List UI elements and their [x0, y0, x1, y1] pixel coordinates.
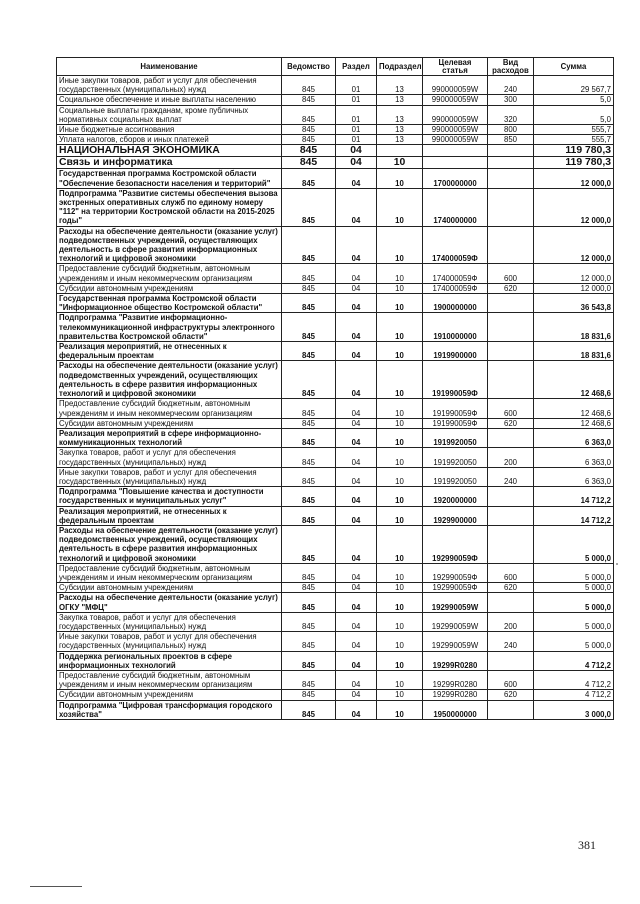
cell-subsection: 10	[377, 264, 423, 283]
cell-department: 845	[282, 105, 336, 124]
cell-name: Предоставление субсидий бюджетным, автономным учреждениям и иным некоммерческим организациям	[57, 399, 282, 418]
cell-amount: 12 000,0	[534, 283, 614, 293]
cell-department: 845	[282, 342, 336, 361]
cell-section: 04	[336, 593, 377, 612]
cell-expense-type: 320	[488, 105, 534, 124]
cell-department: 845	[282, 651, 336, 670]
cell-target-item: 1919920050	[423, 467, 488, 486]
cell-amount: 29 567,7	[534, 76, 614, 95]
cell-name: Социальные выплаты гражданам, кроме публичных нормативных социальных выплат	[57, 105, 282, 124]
cell-section: 04	[336, 169, 377, 188]
cell-section: 04	[336, 506, 377, 525]
cell-section: 04	[336, 612, 377, 631]
cell-amount: 3 000,0	[534, 700, 614, 719]
cell-expense-type: 240	[488, 467, 534, 486]
cell-section: 01	[336, 105, 377, 124]
table-row	[57, 487, 614, 506]
cell-name: Уплата налогов, сборов и иных платежей	[57, 135, 282, 145]
cell-subsection: 10	[377, 612, 423, 631]
header-name: Наименование	[57, 58, 282, 76]
cell-section: 04	[336, 467, 377, 486]
cell-section: 04	[336, 583, 377, 593]
cell-name: Иные закупки товаров, работ и услуг для обеспечения государственных (муниципальных) нужд	[57, 467, 282, 486]
cell-subsection: 13	[377, 135, 423, 145]
cell-name: Подпрограмма "Повышение качества и доступности государственных и муниципальных услуг"	[57, 487, 282, 506]
cell-name: Закупка товаров, работ и услуг для обеспечения государственных (муниципальных) нужд	[57, 448, 282, 467]
cell-section: 01	[336, 76, 377, 95]
header-target-item: Целевая статья	[423, 58, 488, 76]
cell-name: Расходы на обеспечение деятельности (оказание услуг) подведомственных учреждений, осуществляющих деятельность в сфере развития информационных технологий и цифровой экономики	[57, 525, 282, 563]
cell-subsection: 10	[377, 188, 423, 226]
cell-expense-type	[488, 294, 534, 313]
table-row	[57, 135, 614, 145]
table-header	[57, 58, 614, 76]
cell-target-item: 1740000000	[423, 188, 488, 226]
cell-target-item: 19299R0280	[423, 651, 488, 670]
cell-amount: 555,7	[534, 135, 614, 145]
cell-amount: 555,7	[534, 125, 614, 135]
cell-amount: 12 000,0	[534, 169, 614, 188]
cell-subsection: 10	[377, 563, 423, 582]
cell-name: Предоставление субсидий бюджетным, автономным учреждениям и иным некоммерческим организациям	[57, 264, 282, 283]
cell-target-item	[423, 145, 488, 157]
table-row	[57, 399, 614, 418]
cell-amount: 4 712,2	[534, 651, 614, 670]
cell-subsection: 13	[377, 76, 423, 95]
header-subsection: Подраздел	[377, 58, 423, 76]
cell-amount: 6 363,0	[534, 428, 614, 447]
cell-department: 845	[282, 135, 336, 145]
cell-expense-type	[488, 700, 534, 719]
cell-department: 845	[282, 157, 336, 169]
cell-amount: 5 000,0	[534, 563, 614, 582]
cell-expense-type: 240	[488, 76, 534, 95]
cell-expense-type: 600	[488, 399, 534, 418]
header-section: Раздел	[336, 58, 377, 76]
cell-amount: 14 712,2	[534, 506, 614, 525]
cell-amount: 6 363,0	[534, 448, 614, 467]
footnote-separator	[30, 886, 82, 887]
cell-department: 845	[282, 525, 336, 563]
cell-amount: 12 468,6	[534, 418, 614, 428]
cell-name: Иные бюджетные ассигнования	[57, 125, 282, 135]
cell-target-item: 1900000000	[423, 294, 488, 313]
cell-target-item: 192990059W	[423, 632, 488, 651]
cell-department: 845	[282, 612, 336, 631]
table-row	[57, 428, 614, 447]
cell-expense-type	[488, 145, 534, 157]
cell-subsection: 10	[377, 169, 423, 188]
cell-subsection: 10	[377, 506, 423, 525]
cell-section: 04	[336, 313, 377, 342]
cell-target-item: 174000059Ф	[423, 226, 488, 264]
table-row	[57, 632, 614, 651]
cell-department: 845	[282, 169, 336, 188]
cell-amount: 18 831,6	[534, 342, 614, 361]
cell-subsection: 10	[377, 670, 423, 689]
cell-subsection: 10	[377, 226, 423, 264]
cell-subsection: 10	[377, 283, 423, 293]
table-row	[57, 506, 614, 525]
cell-department: 845	[282, 399, 336, 418]
cell-subsection: 10	[377, 399, 423, 418]
cell-expense-type: 600	[488, 264, 534, 283]
table-row	[57, 467, 614, 486]
cell-subsection	[377, 145, 423, 157]
cell-expense-type: 600	[488, 563, 534, 582]
cell-target-item: 1920000000	[423, 487, 488, 506]
cell-name: Иные закупки товаров, работ и услуг для обеспечения государственных (муниципальных) нужд	[57, 76, 282, 95]
cell-target-item: 192990059Ф	[423, 525, 488, 563]
cell-expense-type	[488, 651, 534, 670]
cell-expense-type	[488, 593, 534, 612]
table-row	[57, 313, 614, 342]
cell-section: 04	[336, 700, 377, 719]
cell-subsection: 10	[377, 313, 423, 342]
cell-department: 845	[282, 361, 336, 399]
cell-target-item: 1910000000	[423, 313, 488, 342]
cell-target-item: 174000059Ф	[423, 264, 488, 283]
table-row	[57, 612, 614, 631]
cell-expense-type	[488, 313, 534, 342]
cell-amount: 6 363,0	[534, 467, 614, 486]
table-row	[57, 690, 614, 700]
cell-section: 01	[336, 95, 377, 105]
cell-name: Субсидии автономным учреждениям	[57, 690, 282, 700]
cell-expense-type: 620	[488, 418, 534, 428]
cell-subsection: 10	[377, 157, 423, 169]
cell-amount: 5 000,0	[534, 583, 614, 593]
table-row	[57, 264, 614, 283]
cell-department: 845	[282, 467, 336, 486]
cell-expense-type: 240	[488, 632, 534, 651]
cell-target-item: 191990059Ф	[423, 361, 488, 399]
cell-department: 845	[282, 283, 336, 293]
cell-subsection: 13	[377, 105, 423, 124]
table-row	[57, 342, 614, 361]
table-row	[57, 670, 614, 689]
cell-amount: 4 712,2	[534, 690, 614, 700]
cell-amount: 5 000,0	[534, 612, 614, 631]
cell-subsection: 10	[377, 487, 423, 506]
cell-amount: 4 712,2	[534, 670, 614, 689]
cell-section: 04	[336, 157, 377, 169]
cell-amount: 119 780,3	[534, 157, 614, 169]
cell-name: Закупка товаров, работ и услуг для обеспечения государственных (муниципальных) нужд	[57, 612, 282, 631]
cell-department: 845	[282, 188, 336, 226]
cell-section: 04	[336, 188, 377, 226]
table-row	[57, 700, 614, 719]
cell-target-item: 19299R0280	[423, 670, 488, 689]
table-row	[57, 651, 614, 670]
cell-target-item: 192990059W	[423, 593, 488, 612]
cell-subsection: 10	[377, 525, 423, 563]
table-row	[57, 125, 614, 135]
cell-subsection: 10	[377, 448, 423, 467]
cell-target-item: 990000059W	[423, 76, 488, 95]
cell-target-item: 1919920050	[423, 428, 488, 447]
cell-department: 845	[282, 125, 336, 135]
cell-subsection: 13	[377, 95, 423, 105]
cell-expense-type	[488, 506, 534, 525]
cell-expense-type	[488, 342, 534, 361]
cell-name: Предоставление субсидий бюджетным, автономным учреждениям и иным некоммерческим организациям	[57, 563, 282, 582]
cell-amount: 12 000,0	[534, 188, 614, 226]
cell-department: 845	[282, 76, 336, 95]
cell-expense-type	[488, 169, 534, 188]
cell-section: 04	[336, 399, 377, 418]
cell-target-item: 191990059Ф	[423, 418, 488, 428]
cell-name: Поддержка региональных проектов в сфере информационных технологий	[57, 651, 282, 670]
cell-subsection: 10	[377, 583, 423, 593]
cell-name: Субсидии автономным учреждениям	[57, 418, 282, 428]
table-row	[57, 583, 614, 593]
table-row	[57, 145, 614, 157]
cell-section: 04	[336, 670, 377, 689]
cell-name: Иные закупки товаров, работ и услуг для обеспечения государственных (муниципальных) нужд	[57, 632, 282, 651]
table-row	[57, 361, 614, 399]
cell-section: 04	[336, 563, 377, 582]
cell-amount: 12 000,0	[534, 226, 614, 264]
cell-name: Расходы на обеспечение деятельности (оказание услуг) подведомственных учреждений, осуществляющих деятельность в сфере развития информационных технологий и цифровой экономики	[57, 361, 282, 399]
cell-expense-type	[488, 361, 534, 399]
cell-name: Связь и информатика	[57, 157, 282, 169]
cell-amount: 36 543,8	[534, 294, 614, 313]
cell-section: 04	[336, 418, 377, 428]
cell-section: 04	[336, 342, 377, 361]
cell-section: 04	[336, 428, 377, 447]
cell-target-item	[423, 157, 488, 169]
cell-department: 845	[282, 264, 336, 283]
cell-subsection: 10	[377, 428, 423, 447]
cell-target-item: 990000059W	[423, 125, 488, 135]
cell-subsection: 10	[377, 690, 423, 700]
cell-section: 01	[336, 125, 377, 135]
cell-section: 04	[336, 264, 377, 283]
cell-name: Субсидии автономным учреждениям	[57, 583, 282, 593]
cell-department: 845	[282, 593, 336, 612]
cell-section: 04	[336, 651, 377, 670]
cell-name: Реализация мероприятий в сфере информационно-коммуникационных технологий	[57, 428, 282, 447]
cell-amount: 5 000,0	[534, 525, 614, 563]
cell-department: 845	[282, 563, 336, 582]
cell-amount: 18 831,6	[534, 313, 614, 342]
cell-department: 845	[282, 448, 336, 467]
cell-amount: 14 712,2	[534, 487, 614, 506]
cell-section: 04	[336, 283, 377, 293]
cell-name: НАЦИОНАЛЬНАЯ ЭКОНОМИКА	[57, 145, 282, 157]
cell-expense-type: 620	[488, 583, 534, 593]
cell-section: 04	[336, 448, 377, 467]
cell-department: 845	[282, 294, 336, 313]
table-row	[57, 563, 614, 582]
cell-amount: 5,0	[534, 105, 614, 124]
cell-name: Предоставление субсидий бюджетным, автономным учреждениям и иным некоммерческим организациям	[57, 670, 282, 689]
cell-department: 845	[282, 670, 336, 689]
cell-subsection: 10	[377, 593, 423, 612]
cell-department: 845	[282, 418, 336, 428]
cell-name: Реализация мероприятий, не отнесенных к федеральным проектам	[57, 506, 282, 525]
header-department: Ведомство	[282, 58, 336, 76]
table-row	[57, 525, 614, 563]
table-body	[57, 76, 614, 720]
cell-expense-type: 600	[488, 670, 534, 689]
cell-expense-type	[488, 525, 534, 563]
cell-name: Субсидии автономным учреждениям	[57, 283, 282, 293]
header-expense-type: Вид расходов	[488, 58, 534, 76]
cell-name: Подпрограмма "Цифровая трансформация городского хозяйства"	[57, 700, 282, 719]
cell-subsection: 10	[377, 651, 423, 670]
cell-subsection: 10	[377, 361, 423, 399]
cell-name: Расходы на обеспечение деятельности (оказание услуг) подведомственных учреждений, осуществляющих деятельность в сфере развития информационных технологий и цифровой экономики	[57, 226, 282, 264]
cell-section: 01	[336, 135, 377, 145]
cell-expense-type: 200	[488, 612, 534, 631]
cell-section: 04	[336, 294, 377, 313]
cell-expense-type	[488, 226, 534, 264]
budget-table	[56, 57, 614, 720]
cell-name: Реализация мероприятий, не отнесенных к федеральным проектам	[57, 342, 282, 361]
cell-section: 04	[336, 690, 377, 700]
cell-department: 845	[282, 700, 336, 719]
cell-target-item: 192990059W	[423, 612, 488, 631]
cell-name: Социальное обеспечение и иные выплаты населению	[57, 95, 282, 105]
page-number: 381	[578, 838, 596, 852]
table-row	[57, 76, 614, 95]
table-row	[57, 418, 614, 428]
cell-target-item: 990000059W	[423, 135, 488, 145]
cell-target-item: 1700000000	[423, 169, 488, 188]
cell-subsection: 10	[377, 700, 423, 719]
cell-amount: 12 000,0	[534, 264, 614, 283]
cell-expense-type: 300	[488, 95, 534, 105]
cell-amount: 5,0	[534, 95, 614, 105]
cell-target-item: 1919900000	[423, 342, 488, 361]
cell-amount: 5 000,0	[534, 593, 614, 612]
cell-name: Государственная программа Костромской области "Обеспечение безопасности населения и территорий"	[57, 169, 282, 188]
cell-target-item: 191990059Ф	[423, 399, 488, 418]
cell-name: Подпрограмма "Развитие системы обеспечения вызова экстренных оперативных служб по единому номеру "112" на территории Костромской области на 2015-2025 годы"	[57, 188, 282, 226]
cell-department: 845	[282, 145, 336, 157]
cell-target-item: 192990059Ф	[423, 583, 488, 593]
cell-subsection: 10	[377, 632, 423, 651]
cell-section: 04	[336, 525, 377, 563]
cell-department: 845	[282, 95, 336, 105]
cell-name: Подпрограмма "Развитие информационно-телекоммуникационной инфраструктуры электронного правительства Костромской области"	[57, 313, 282, 342]
cell-target-item: 1950000000	[423, 700, 488, 719]
cell-department: 845	[282, 583, 336, 593]
cell-target-item: 1929900000	[423, 506, 488, 525]
cell-target-item: 19299R0280	[423, 690, 488, 700]
cell-target-item: 174000059Ф	[423, 283, 488, 293]
cell-subsection: 10	[377, 294, 423, 313]
cell-amount: 12 468,6	[534, 361, 614, 399]
cell-subsection: 13	[377, 125, 423, 135]
table-row	[57, 593, 614, 612]
cell-name: Государственная программа Костромской области "Информационное общество Костромской области"	[57, 294, 282, 313]
cell-target-item: 990000059W	[423, 95, 488, 105]
cell-section: 04	[336, 632, 377, 651]
cell-target-item: 990000059W	[423, 105, 488, 124]
cell-section: 04	[336, 145, 377, 157]
table-row	[57, 95, 614, 105]
cell-amount: 12 468,6	[534, 399, 614, 418]
cell-target-item: 1919920050	[423, 448, 488, 467]
cell-expense-type: 800	[488, 125, 534, 135]
table-row	[57, 294, 614, 313]
cell-section: 04	[336, 361, 377, 399]
cell-department: 845	[282, 506, 336, 525]
table-row	[57, 169, 614, 188]
cell-expense-type	[488, 188, 534, 226]
cell-section: 04	[336, 226, 377, 264]
cell-department: 845	[282, 313, 336, 342]
cell-expense-type: 850	[488, 135, 534, 145]
table-row	[57, 157, 614, 169]
cell-department: 845	[282, 226, 336, 264]
table-row	[57, 105, 614, 124]
table-row	[57, 448, 614, 467]
cell-expense-type: 620	[488, 690, 534, 700]
cell-expense-type: 200	[488, 448, 534, 467]
cell-expense-type	[488, 428, 534, 447]
cell-expense-type	[488, 487, 534, 506]
header-amount: Сумма	[534, 58, 614, 76]
cell-department: 845	[282, 690, 336, 700]
cell-department: 845	[282, 487, 336, 506]
cell-section: 04	[336, 487, 377, 506]
cell-subsection: 10	[377, 467, 423, 486]
scan-speck	[616, 563, 618, 565]
cell-subsection: 10	[377, 418, 423, 428]
cell-expense-type	[488, 157, 534, 169]
table-row	[57, 188, 614, 226]
cell-name: Расходы на обеспечение деятельности (оказание услуг) ОГКУ "МФЦ"	[57, 593, 282, 612]
table-row	[57, 283, 614, 293]
cell-department: 845	[282, 632, 336, 651]
cell-target-item: 192990059Ф	[423, 563, 488, 582]
cell-subsection: 10	[377, 342, 423, 361]
cell-amount: 119 780,3	[534, 145, 614, 157]
cell-expense-type: 620	[488, 283, 534, 293]
cell-amount: 5 000,0	[534, 632, 614, 651]
cell-department: 845	[282, 428, 336, 447]
table-row	[57, 226, 614, 264]
